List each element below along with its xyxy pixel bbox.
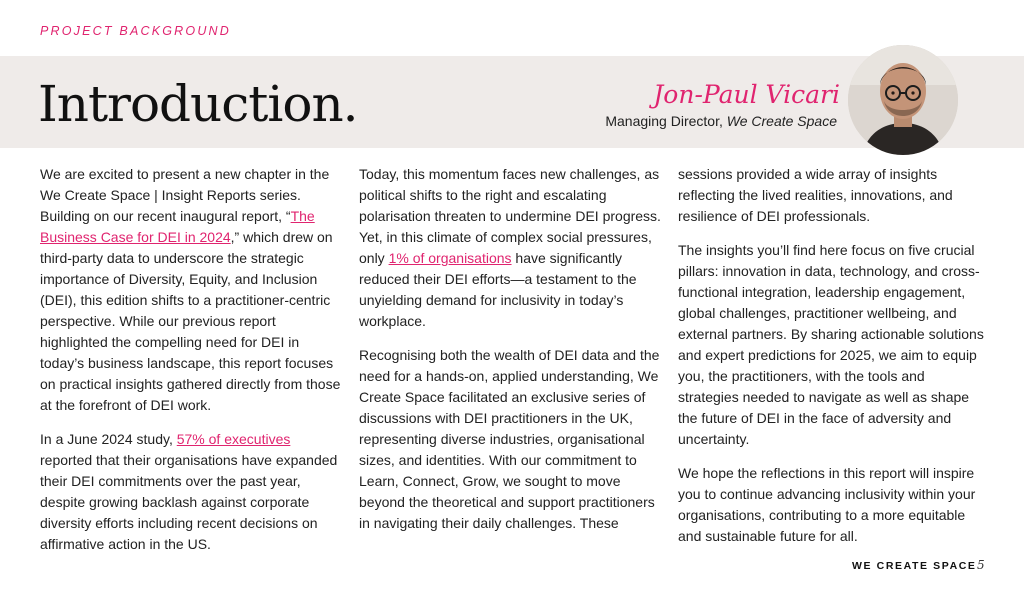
paragraph: [359, 164, 661, 332]
paragraph-text: have significantly reduced their DEI efforts—a testament to the unyielding demand for inclusivity in today’s workplace.: [359, 250, 637, 329]
paragraph: [40, 164, 345, 416]
paragraph-text: ,” which drew on third-party data to underscore the strategic importance of Diversity, Equity, and Inclusion (DEI), this edition shifts to a practitioner-centric perspective. While our previous report highlighted the compelling need for DEI in today’s business landscape, this report focuses on practical insights gathered directly from those at the forefront of DEI work.: [40, 229, 341, 413]
paragraph: Recognising both the wealth of DEI data and the need for a hands-on, applied understanding, We Create Space facilitated an exclusive series of discussions with DEI practitioners in the UK, representing diverse industries, organisational sizes, and identities. With our commitment to Learn, Connect, Grow, we sought to move beyond the theoretical and support practitioners in navigating their daily challenges. These: [359, 347, 660, 531]
page-title: Introduction.: [38, 75, 358, 133]
executives-study-link[interactable]: 57% of executives: [176, 431, 291, 447]
footer-brand: WE CREATE SPACE: [852, 560, 977, 572]
section-label: PROJECT BACKGROUND: [40, 24, 232, 38]
text-column-2: [359, 164, 661, 547]
report-link[interactable]: The Business Case for DEI in 2024: [40, 208, 315, 245]
paragraph-text: In a June 2024 study,: [40, 431, 177, 447]
portrait-image: [848, 45, 958, 155]
paragraph-text: We are excited to present a new chapter in the We Create Space | Insight Reports series. Building on our recent inaugural report, “: [40, 166, 330, 224]
paragraph: The insights you’ll find here focus on five crucial pillars: innovation in data, technology, and cross-functional integration, leadership engagement, global challenges, practitioner wellbeing, and external partners. By sharing actionable solutions and expert predictions for 2025, we aim to equip you, the practitioners, with the tools and strategies needed to navigate as well as shape the future of DEI in the face of adversity and uncertainty.: [678, 242, 984, 447]
text-column-3: [678, 164, 988, 560]
role-company: We Create Space: [726, 113, 837, 129]
author-role: [605, 113, 837, 129]
paragraph: We hope the reflections in this report will inspire you to continue advancing inclusivity within your organisations, contributing to a more equitable and sustainable future for all.: [678, 465, 976, 544]
paragraph-text: reported that their organisations have expanded their DEI commitments over the past year, despite growing backlash against corporate diversity efforts including recent decisions on affirmative action in the US.: [40, 452, 338, 552]
organisations-link[interactable]: 1% of organisations: [388, 250, 512, 266]
paragraph-text: Today, this momentum faces new challenges, as political shifts to the right and escalating polarisation threaten to undermine DEI progress. Yet, in this climate of complex social pressures, only: [359, 166, 661, 266]
author-avatar: [848, 45, 958, 155]
author-signature: Jon-Paul Vicari: [653, 80, 840, 109]
paragraph: sessions provided a wide array of insights reflecting the lived realities, innovations, and resilience of DEI professionals.: [678, 166, 953, 224]
page-number: 5: [977, 558, 985, 572]
text-column-1: [40, 164, 345, 568]
role-title: Managing Director,: [605, 113, 727, 129]
paragraph: [40, 429, 345, 555]
